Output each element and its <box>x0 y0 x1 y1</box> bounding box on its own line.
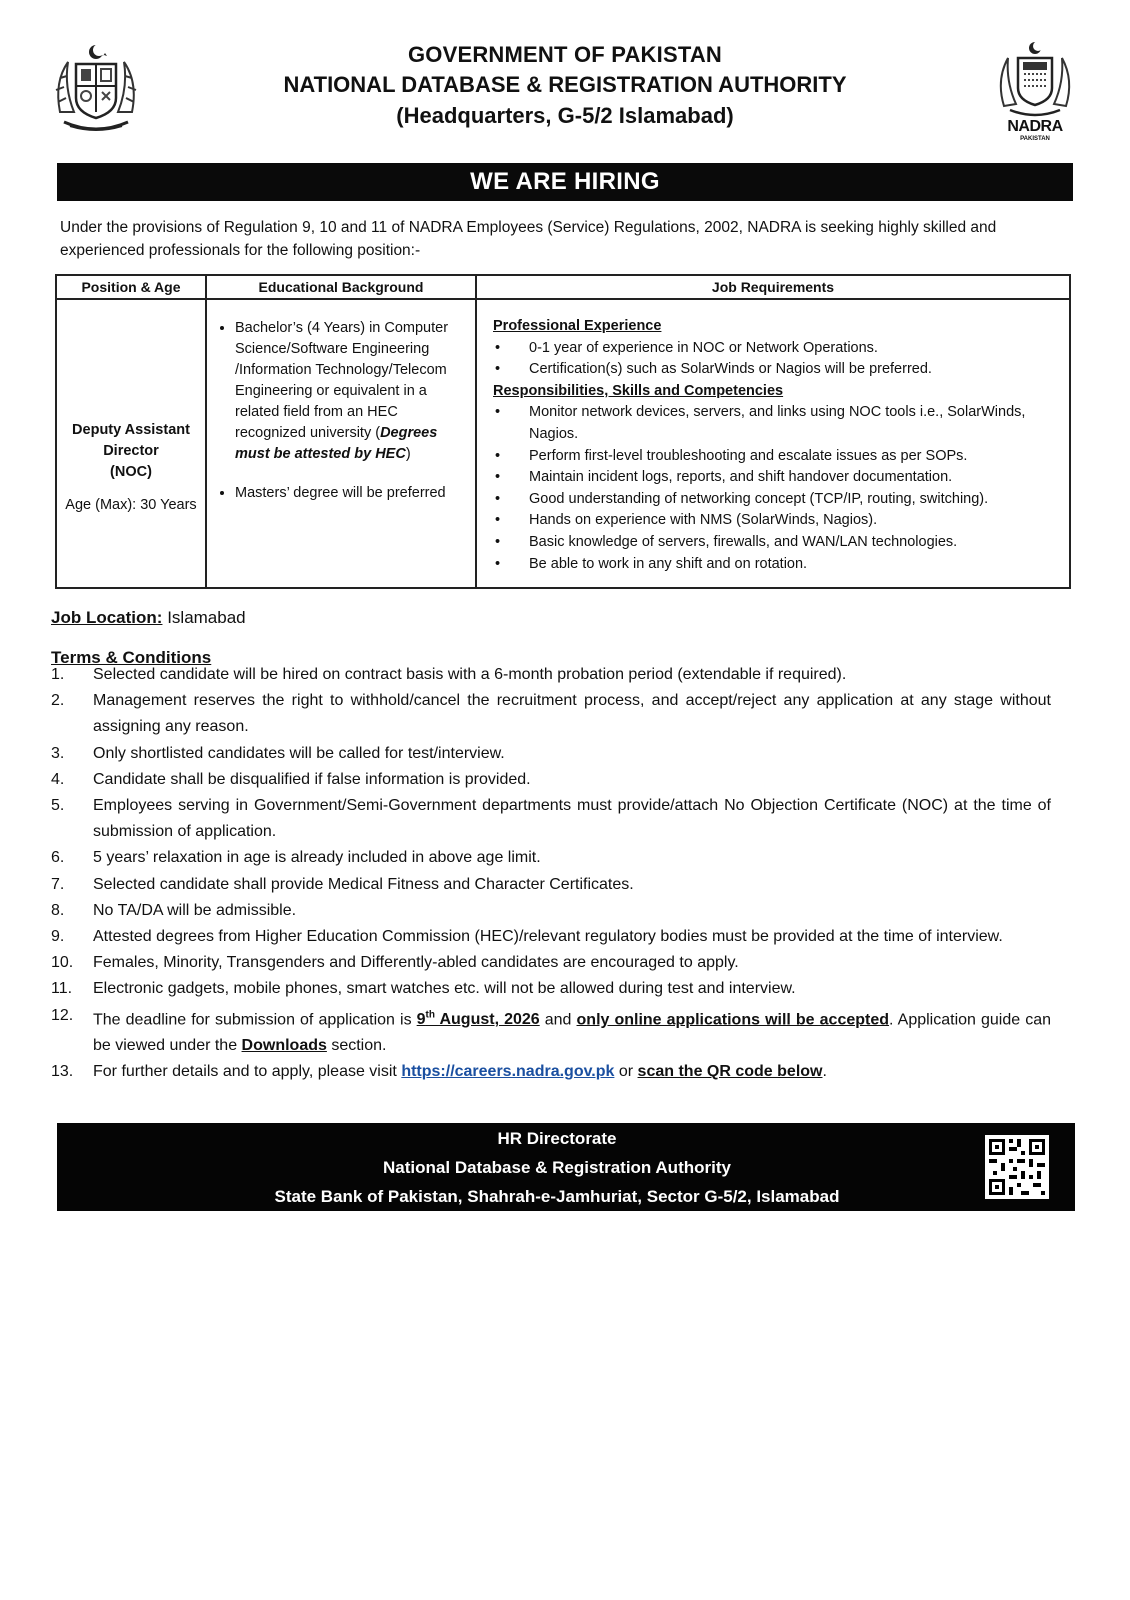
position-table <box>55 274 1071 589</box>
term-text: and <box>539 1010 577 1028</box>
term-text: Electronic gadgets, mobile phones, smart watches etc. will not be allowed during test and interview. <box>93 980 796 998</box>
term-number: 6. <box>51 849 65 867</box>
term-item <box>51 688 1051 740</box>
footer-authority: National Database & Registration Authority <box>383 1158 731 1177</box>
requirement-item: • Perform first-level troubleshooting and escalate issues as per SOPs. <box>493 446 1059 468</box>
requirement-item: • 0-1 year of experience in NOC or Network Operations. <box>493 338 1059 360</box>
term-item <box>51 845 1051 871</box>
term-text: Selected candidate will be hired on contract basis with a 6-month probation period (extendable if required). <box>93 666 847 683</box>
term-item <box>51 924 1051 950</box>
position-title-line1: Deputy Assistant <box>72 422 190 438</box>
header-line-address: (Headquarters, G-5/2 Islamabad) <box>396 103 734 128</box>
term-item <box>51 767 1051 793</box>
term-item-deadline <box>51 1003 1051 1060</box>
requirements-section-heading: Professional Experience <box>493 318 662 334</box>
qr-code-icon[interactable] <box>985 1135 1049 1199</box>
term-item <box>51 872 1051 898</box>
term-item <box>51 950 1051 976</box>
deadline-month-year: August, 2026 <box>435 1010 540 1028</box>
term-text: 5 years’ relaxation in age is already included in above age limit. <box>93 849 541 867</box>
position-title-line3: (NOC) <box>110 464 152 480</box>
education-item-text: Bachelor’s (4 Years) in Computer Science/Software Engineering /Information Technology/Telecom Engineering or equivalent in a related field from an HEC recognized university ( <box>235 320 449 441</box>
requirement-item: • Hands on experience with NMS (SolarWinds, Nagios). <box>493 510 1059 532</box>
term-text: section. <box>326 1037 387 1055</box>
term-number: 5. <box>51 797 65 815</box>
education-item: • Masters’ degree will be preferred <box>235 483 467 504</box>
term-number: 3. <box>51 744 65 762</box>
column-header-requirements: Job Requirements <box>476 275 1070 299</box>
term-text: For further details and to apply, please visit <box>93 1063 402 1081</box>
nadra-logo-text: NADRA <box>1007 118 1063 135</box>
term-number: 2. <box>51 692 65 710</box>
requirement-item: • Basic knowledge of servers, firewalls, and WAN/LAN technologies. <box>493 532 1059 554</box>
education-item-closing: ) <box>405 446 411 462</box>
nadra-logo-subtext: PAKISTAN <box>1020 136 1050 142</box>
requirement-item: • Good understanding of networking concept (TCP/IP, routing, switching). <box>493 489 1059 511</box>
requirement-item: • Be able to work in any shift and on rotation. <box>493 554 1059 576</box>
terms-heading: Terms & Conditions <box>51 648 212 667</box>
requirements-section-heading: Responsibilities, Skills and Competencies <box>493 382 784 399</box>
term-item <box>51 662 1051 688</box>
online-only-notice: only online applications will be accepted <box>576 1010 890 1028</box>
hiring-banner: WE ARE HIRING <box>57 163 1073 201</box>
term-text: Candidate shall be disqualified if false information is provided. <box>93 770 531 788</box>
term-text: Employees serving in Government/Semi-Government departments must provide/attach No Objection Certificate (NOC) at the time of submission of application. <box>93 797 1051 841</box>
term-number: 8. <box>51 901 65 919</box>
table-header-row <box>56 275 1070 299</box>
education-list <box>221 318 467 504</box>
job-location <box>51 608 246 628</box>
position-cell <box>56 299 206 588</box>
term-item-apply <box>51 1059 1051 1085</box>
header-line-authority: NATIONAL DATABASE & REGISTRATION AUTHORITY <box>283 72 847 97</box>
footer-contact-block <box>57 1123 1075 1211</box>
term-text: Selected candidate shall provide Medical Fitness and Character Certificates. <box>93 875 634 893</box>
term-item <box>51 898 1051 924</box>
deadline-day: 9 <box>416 1010 426 1028</box>
term-text: The deadline for submission of application is <box>93 1010 417 1028</box>
term-number: 10. <box>51 954 74 972</box>
footer-address: State Bank of Pakistan, Shahrah-e-Jamhuriat, Sector G-5/2, Islamabad <box>274 1187 840 1206</box>
term-item <box>51 741 1051 767</box>
nadra-logo-icon <box>990 40 1080 144</box>
requirement-item: • Maintain incident logs, reports, and shift handover documentation. <box>493 467 1059 489</box>
education-item <box>235 318 467 465</box>
term-number: 9. <box>51 928 65 946</box>
job-location-label: Job Location: <box>51 608 163 627</box>
term-text: Management reserves the right to withhold/cancel the recruitment process, and accept/reject any application at any stage without assigning any reason. <box>93 692 1051 736</box>
term-item <box>51 793 1051 845</box>
position-max-age: Age (Max): 30 Years <box>65 497 197 513</box>
term-number: 4. <box>51 770 65 788</box>
table-row <box>56 299 1070 588</box>
education-cell <box>206 299 476 588</box>
requirement-item: • Monitor network devices, servers, and links using NOC tools i.e., SolarWinds, Nagios. <box>493 402 1059 445</box>
term-text: Only shortlisted candidates will be called for test/interview. <box>93 744 505 762</box>
deadline-day-suffix: th <box>425 1009 435 1021</box>
term-number: 13. <box>51 1063 74 1081</box>
scan-qr-instruction: scan the QR code below <box>637 1063 823 1081</box>
intro-paragraph: Under the provisions of Regulation 9, 10 and 11 of NADRA Employees (Service) Regulations, 2002, NADRA is seeking highly skilled and experienced professionals for the following position:- <box>60 219 997 259</box>
education-emphasis: Degrees must be attested by HEC <box>235 425 438 462</box>
term-text: Females, Minority, Transgenders and Differently-abled candidates are encouraged to apply. <box>93 954 739 972</box>
footer-lines <box>57 1123 1057 1211</box>
deadline-date <box>417 1011 540 1028</box>
term-item <box>51 976 1051 1002</box>
term-text: or <box>614 1063 638 1081</box>
term-number: 11. <box>51 980 73 998</box>
column-header-education: Educational Background <box>206 275 476 299</box>
job-location-value: Islamabad <box>167 608 246 627</box>
downloads-section-link[interactable]: Downloads <box>241 1037 327 1055</box>
requirements-cell <box>476 299 1070 588</box>
term-text: No TA/DA will be admissible. <box>93 901 297 919</box>
term-text: . <box>822 1063 827 1081</box>
header-line-government: GOVERNMENT OF PAKISTAN <box>407 42 723 67</box>
footer-directorate: HR Directorate <box>497 1129 617 1148</box>
requirement-item: • Certification(s) such as SolarWinds or Nagios will be preferred. <box>493 359 1059 381</box>
term-text: . Application guide can be viewed under the <box>93 1010 1051 1055</box>
term-text: Attested degrees from Higher Education Commission (HEC)/relevant regulatory bodies must be provided at the time of interview. <box>93 928 1003 946</box>
terms-list <box>51 662 1051 1086</box>
document-header <box>0 40 1130 132</box>
term-number: 1. <box>51 666 65 683</box>
term-number: 12. <box>51 1006 74 1024</box>
position-title-line2: Director <box>103 443 159 459</box>
careers-link[interactable]: https://careers.nadra.gov.pk <box>401 1063 615 1081</box>
term-number: 7. <box>51 875 65 893</box>
column-header-position: Position & Age <box>56 275 206 299</box>
